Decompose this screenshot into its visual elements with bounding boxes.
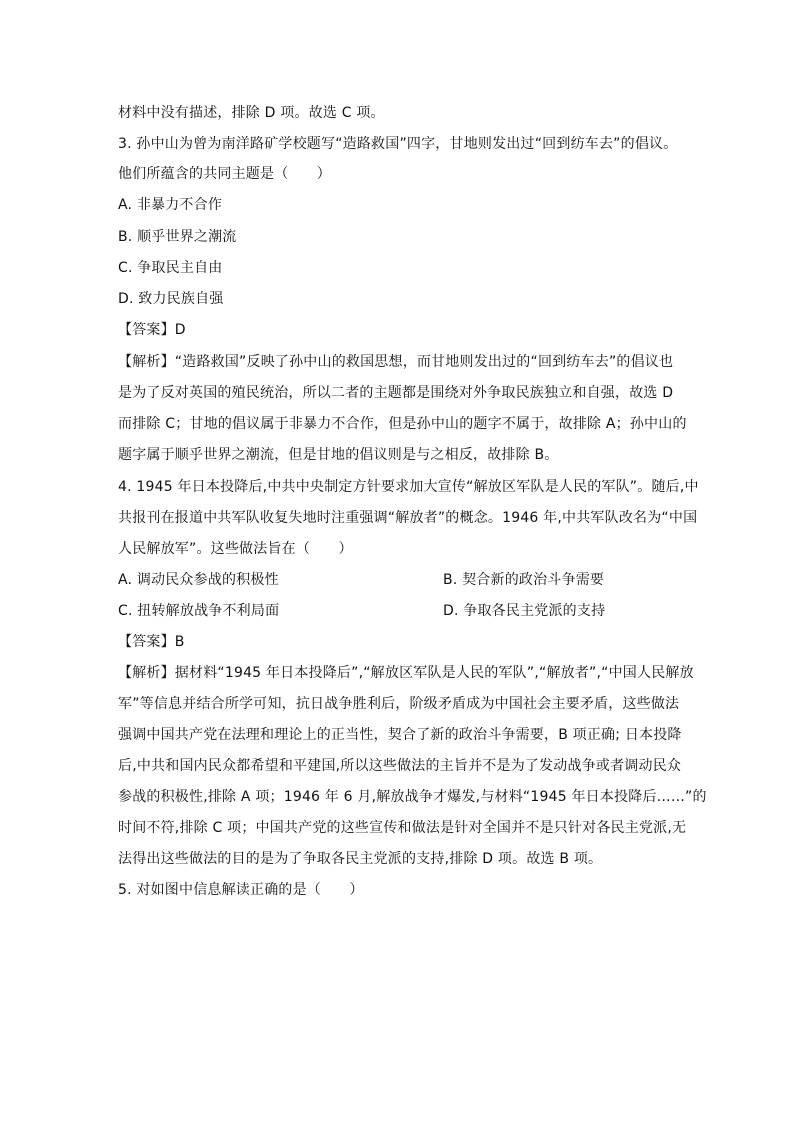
q4-option-a: A. 调动民众参战的积极性 bbox=[118, 572, 279, 588]
q4-option-c: C. 扭转解放战争不利局面 bbox=[118, 603, 280, 619]
question-4-stem-cont: 共报刊在报道中共军队收复失地时注重强调“解放者”的概念。1946 年,中共军队改名为“中国 bbox=[118, 510, 698, 526]
q3-answer: 【答案】D bbox=[118, 322, 186, 338]
q3-analysis: 是为了反对英国的殖民统治，所以二者的主题都是围绕对外争取民族独立和自强，故选 D bbox=[118, 385, 674, 401]
q3-option-a: A. 非暴力不合作 bbox=[118, 197, 223, 213]
q4-analysis: 强调中国共产党在法理和理论上的正当性，契合了新的政治斗争需要，B 项正确; 日本投降 bbox=[118, 727, 682, 743]
question-3-stem: 3. 孙中山为曾为南洋路矿学校题写“造路救国”四字，甘地则发出过“回到纺车去”的倡议。 bbox=[118, 136, 678, 152]
q3-option-c: C. 争取民主自由 bbox=[118, 260, 223, 276]
q3-analysis: 题字属于顺乎世界之潮流，但是甘地的倡议则是与之相反，故排除 B。 bbox=[118, 447, 559, 463]
q3-option-d: D. 致力民族自强 bbox=[118, 291, 224, 307]
q3-analysis: 而排除 C；甘地的倡议属于非暴力不合作，但是孙中山的题字不属于，故排除 A；孙中山的 bbox=[118, 416, 687, 432]
question-4-stem-cont: 人民解放军”。这些做法旨在（ ） bbox=[118, 541, 353, 557]
q4-analysis: 参战的积极性,排除 A 项；1946 年 6 月,解放战争才爆发,与材料“1945 年日本投降后……”的 bbox=[118, 789, 707, 805]
q4-option-b: B. 契合新的政治斗争需要 bbox=[443, 572, 605, 588]
q4-option-d: D. 争取各民主党派的支持 bbox=[443, 603, 606, 619]
q4-analysis: 法得出这些做法的目的是为了争取各民主党派的支持,排除 D 项。故选 B 项。 bbox=[118, 851, 603, 867]
text-line: 材料中没有描述，排除 D 项。故选 C 项。 bbox=[118, 105, 385, 121]
q3-option-b: B. 顺乎世界之潮流 bbox=[118, 229, 237, 245]
question-4-stem: 4. 1945 年日本投降后,中共中央制定方针要求加大宣传“解放区军队是人民的军队”。随后,中 bbox=[118, 479, 699, 495]
question-5-stem: 5. 对如图中信息解读正确的是（ ） bbox=[118, 882, 364, 898]
question-3-stem-cont: 他们所蕴含的共同主题是（ ） bbox=[118, 166, 331, 182]
q4-answer: 【答案】B bbox=[118, 634, 185, 650]
q4-analysis: 【解析】据材料“1945 年日本投降后”,“解放区军队是人民的军队”,“解放者”,“中国人民解放 bbox=[118, 665, 694, 681]
q4-analysis: 时间不符,排除 C 项；中国共产党的这些宣传和做法是针对全国并不是只针对各民主党派,无 bbox=[118, 820, 687, 836]
q4-analysis: 军”等信息并结合所学可知，抗日战争胜利后，阶级矛盾成为中国社会主要矛盾，这些做法 bbox=[118, 696, 680, 712]
q4-analysis: 后,中共和国内民众都希望和平建国,所以这些做法的主旨并不是为了发动战争或者调动民众 bbox=[118, 758, 682, 774]
q3-analysis: 【解析】“造路救国”反映了孙中山的救国思想，而甘地则发出过的“回到纺车去”的倡议也 bbox=[118, 354, 674, 370]
